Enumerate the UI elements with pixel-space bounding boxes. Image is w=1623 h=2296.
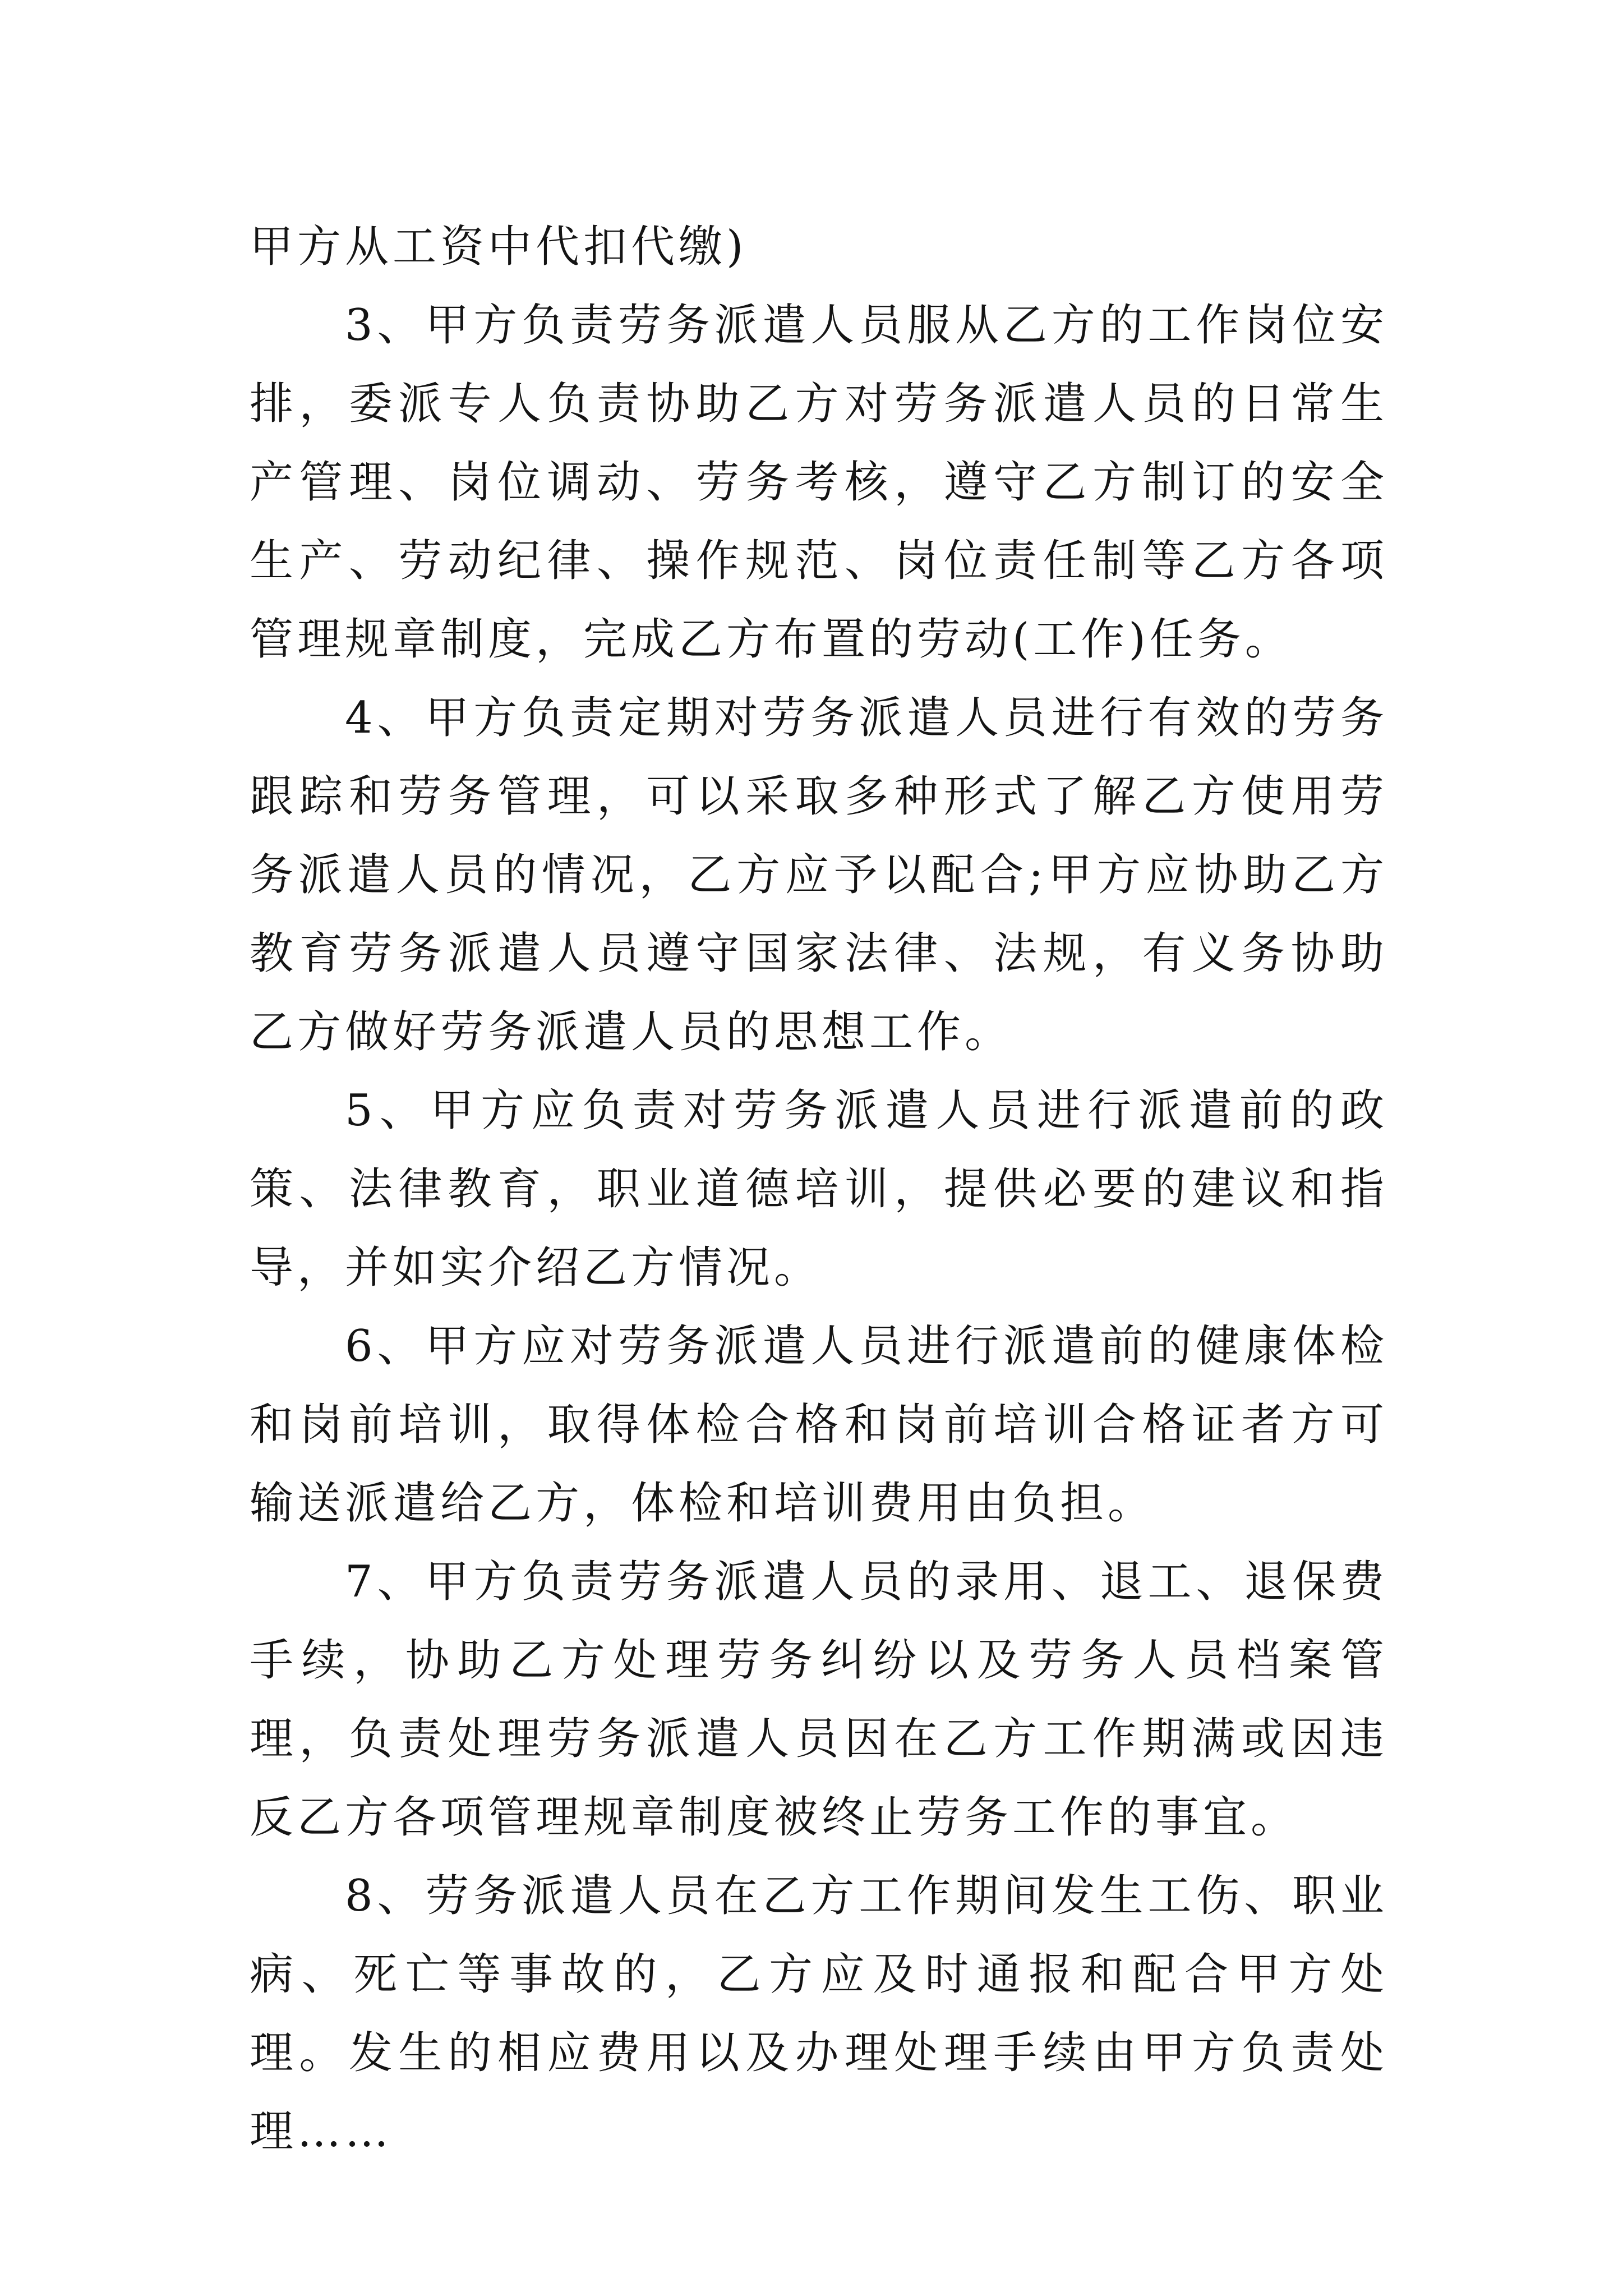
document-body [250, 208, 1388, 2171]
paragraph-clause-5: 5、甲方应负责对劳务派遣人员进行派遣前的政策、法律教育，职业道德培训，提供必要的建议和指导，并如实介绍乙方情况。 [250, 1085, 1388, 1293]
paragraph-clause-8: 8、劳务派遣人员在乙方工作期间发生工伤、职业病、死亡等事故的，乙方应及时通报和配合甲方处理。发生的相应费用以及办理处理手续由甲方负责处理…… [250, 1871, 1388, 2157]
paragraph-clause-4: 4、甲方负责定期对劳务派遣人员进行有效的劳务跟踪和劳务管理，可以采取多种形式了解乙方使用劳务派遣人员的情况，乙方应予以配合;甲方应协助乙方教育劳务派遣人员遵守国家法律、法规，有义务协助乙方做好劳务派遣人员的思想工作。 [250, 693, 1388, 1057]
paragraph-clause-3: 3、甲方负责劳务派遣人员服从乙方的工作岗位安排，委派专人负责协助乙方对劳务派遣人员的日常生产管理、岗位调动、劳务考核，遵守乙方制订的安全生产、劳动纪律、操作规范、岗位责任制等乙方各项管理规章制度，完成乙方布置的劳动(工作)任务。 [250, 300, 1388, 665]
paragraph-continuation: 甲方从工资中代扣代缴) [250, 222, 748, 272]
paragraph-clause-6: 6、甲方应对劳务派遣人员进行派遣前的健康体检和岗前培训，取得体检合格和岗前培训合格证者方可输送派遣给乙方，体检和培训费用由负担。 [250, 1321, 1388, 1529]
paragraph-clause-7: 7、甲方负责劳务派遣人员的录用、退工、退保费手续，协助乙方处理劳务纠纷以及劳务人员档案管理，负责处理劳务派遣人员因在乙方工作期满或因违反乙方各项管理规章制度被终止劳务工作的事宜。 [250, 1557, 1388, 1843]
